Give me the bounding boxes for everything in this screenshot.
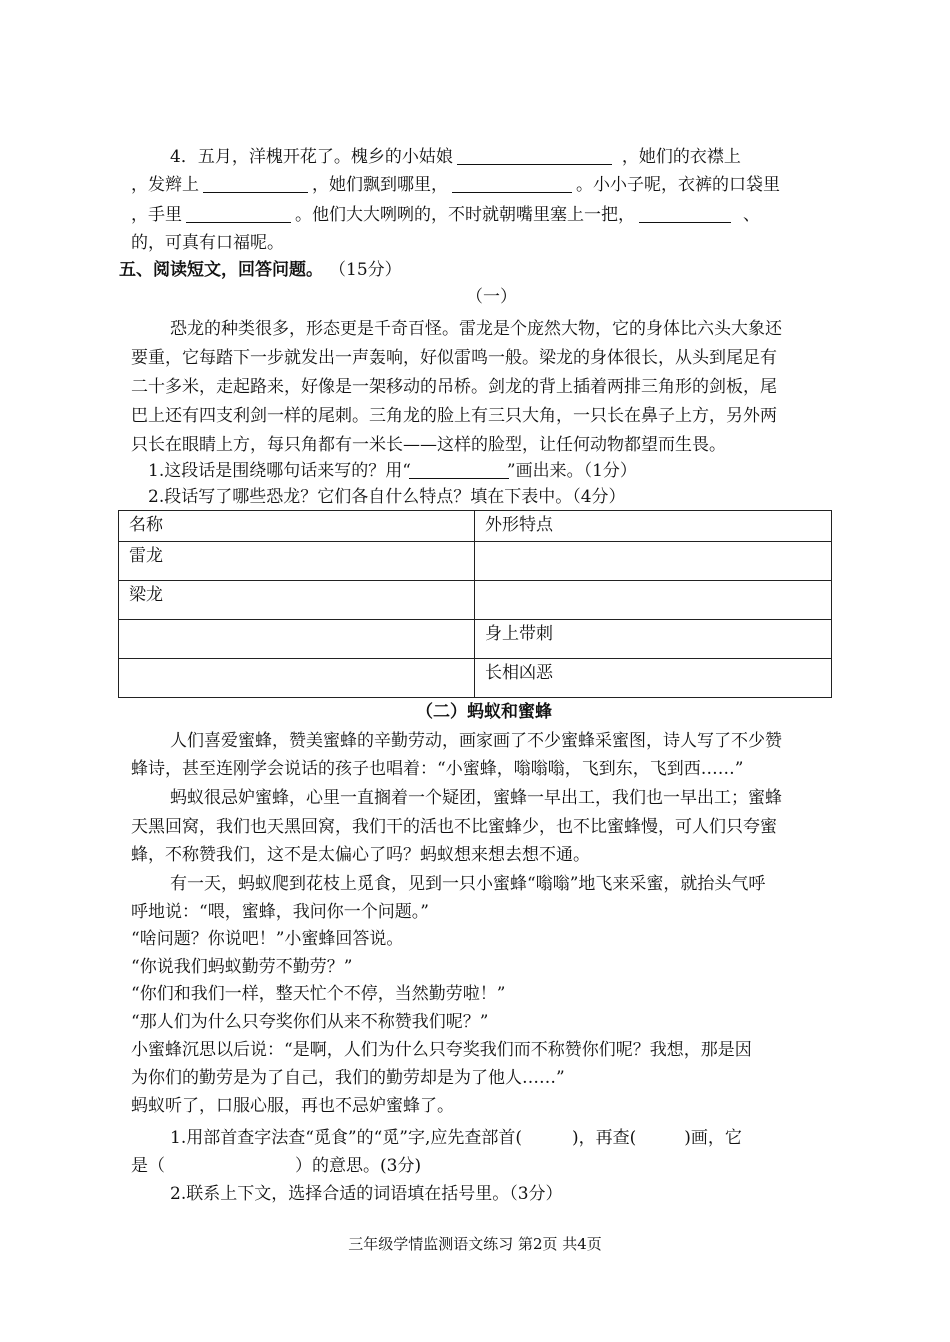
passage1-line-2: 要重，它每踏下一步就发出一声轰响，好似雷鸣一般。梁龙的身体很长，从头到尾足有	[131, 348, 777, 368]
table-row	[119, 659, 832, 698]
passage2-line-14: 蚂蚁听了，口服心服，再也不忌妒蜜蜂了。	[131, 1096, 454, 1116]
table-row	[119, 620, 832, 659]
table-cell-name[interactable]	[119, 620, 475, 659]
passage2-line-6: 有一天，蚂蚁爬到花枝上觅食，见到一只小蜜蜂“嗡嗡”地飞来采蜜，就抬头气呼	[170, 874, 766, 894]
section5-score: （15分）	[329, 260, 402, 280]
table-cell-feature[interactable]: 长相凶恶	[475, 659, 832, 698]
passage1-line-1: 恐龙的种类很多，形态更是千奇百怪。雷龙是个庞然大物，它的身体比六头大象还	[170, 319, 782, 339]
passage1-line-4: 巴上还有四支利剑一样的尾刺。三角龙的脸上有三只大角，一只长在鼻子上方，另外两	[131, 406, 777, 426]
passage1-q1-text-b: ”画出来。（1分）	[506, 461, 637, 481]
page-footer: 三年级学情监测语文练习 第2页 共4页	[348, 1235, 602, 1253]
passage2-line-7: 呼地说：“喂，蜜蜂，我问你一个问题。”	[131, 902, 429, 922]
q4-line-3	[131, 202, 760, 228]
passage2-q1-text-b: )，再查(	[572, 1128, 637, 1148]
passage2-q2: 2.联系上下文，选择合适的词语填在括号里。（3分）	[170, 1184, 563, 1204]
passage1-q1	[148, 458, 637, 484]
passage2-heading: （二）蚂蚁和蜜蜂	[416, 702, 552, 722]
table-header-feature: 外形特点	[475, 511, 832, 542]
passage2-line-12: 小蜜蜂沉思以后说：“是啊，人们为什么只夸奖我们而不称赞你们呢？我想，那是因	[131, 1040, 752, 1060]
q4-blank-4[interactable]	[186, 204, 291, 223]
passage2-line-13: 为你们的勤劳是为了自己，我们的勤劳却是为了他人……”	[131, 1068, 565, 1088]
table-cell-feature[interactable]	[475, 542, 832, 581]
table-cell-name[interactable]: 梁龙	[119, 581, 475, 620]
passage2-q1-text-a: 1.用部首查字法查“觅食”的“觅”字,应先查部首(	[170, 1128, 523, 1148]
passage1-line-3: 二十多米，走起路来，好像是一架移动的吊桥。剑龙的背上插着两排三角形的剑板，尾	[131, 377, 777, 397]
q4-blank-5[interactable]	[639, 204, 731, 223]
q4-text-5: 。小小子呢，衣裤的口袋里	[576, 175, 780, 195]
q4-blank-3[interactable]	[452, 174, 572, 193]
q4-blank-1[interactable]	[457, 146, 612, 165]
passage1-line-5: 只长在眼睛上方，每只角都有一米长——这样的脸型，让任何动物都望而生畏。	[131, 435, 726, 455]
passage1-heading: （一）	[466, 287, 517, 307]
passage2-line-2: 蜂诗，甚至连刚学会说话的孩子也唱着：“小蜜蜂，嗡嗡嗡，飞到东，飞到西……”	[131, 759, 744, 779]
passage1-q2: 2.段话写了哪些恐龙？它们各自什么特点？填在下表中。（4分）	[148, 487, 626, 507]
q4-text-9: 的，可真有口福呢。	[131, 233, 284, 253]
passage2-q1-text-c: )画，它	[684, 1128, 742, 1148]
section5-title: 五、阅读短文，回答问题。	[119, 260, 323, 280]
q4-line-2	[131, 172, 780, 198]
passage2-q1-line-1	[170, 1125, 742, 1151]
passage2-q1-text-d: 是（	[131, 1156, 165, 1176]
table-cell-feature[interactable]	[475, 581, 832, 620]
q4-text-2: ，她们的衣襟上	[621, 147, 741, 167]
q4-text-6: ，手里	[131, 205, 182, 225]
q4-text-1: 4．五月，洋槐开花了。槐乡的小姑娘	[170, 147, 453, 167]
table-cell-name[interactable]	[119, 659, 475, 698]
passage2-line-8: “啥问题？你说吧！”小蜜蜂回答说。	[131, 929, 404, 949]
q4-text-8: 、	[743, 205, 760, 225]
passage2-line-11: “那人们为什么只夸奖你们从来不称赞我们呢？”	[131, 1012, 489, 1032]
q4-text-7: 。他们大大咧咧的，不时就朝嘴里塞上一把，	[295, 205, 635, 225]
passage2-line-3: 蚂蚁很忌妒蜜蜂，心里一直搁着一个疑团，蜜蜂一早出工，我们也一早出工；蜜蜂	[170, 788, 782, 808]
passage2-q1-text-e: ）的意思。(3分)	[295, 1156, 422, 1176]
dinosaur-table	[118, 510, 832, 698]
table-header-name: 名称	[119, 511, 475, 542]
passage2-line-4: 天黑回窝，我们也天黑回窝，我们干的活也不比蜜蜂少，也不比蜜蜂慢，可人们只夸蜜	[131, 817, 777, 837]
passage2-line-10: “你们和我们一样，整天忙个不停，当然勤劳啦！”	[131, 984, 506, 1004]
passage2-line-1: 人们喜爱蜜蜂，赞美蜜蜂的辛勤劳动，画家画了不少蜜蜂采蜜图，诗人写了不少赞	[170, 731, 782, 751]
q4-text-3: ，发辫上	[131, 175, 199, 195]
passage1-q1-text-a: 1.这段话是围绕哪句话来写的？用“	[148, 461, 411, 481]
passage1-q1-blank[interactable]	[409, 460, 509, 479]
q4-blank-2[interactable]	[203, 174, 308, 193]
q4-line-4	[131, 230, 284, 256]
section5-title-line	[119, 257, 402, 283]
table-header-row	[119, 511, 832, 542]
passage2-line-9: “你说我们蚂蚁勤劳不勤劳？”	[131, 957, 353, 977]
table-cell-feature[interactable]: 身上带刺	[475, 620, 832, 659]
table-cell-name[interactable]: 雷龙	[119, 542, 475, 581]
passage2-line-5: 蜂，不称赞我们，这不是太偏心了吗？蚂蚁想来想去想不通。	[131, 845, 590, 865]
table-row	[119, 581, 832, 620]
passage2-q1-line-2	[131, 1153, 421, 1179]
q4-line-1	[170, 144, 741, 170]
table-row	[119, 542, 832, 581]
q4-text-4: ，她们飘到哪里，	[312, 175, 448, 195]
